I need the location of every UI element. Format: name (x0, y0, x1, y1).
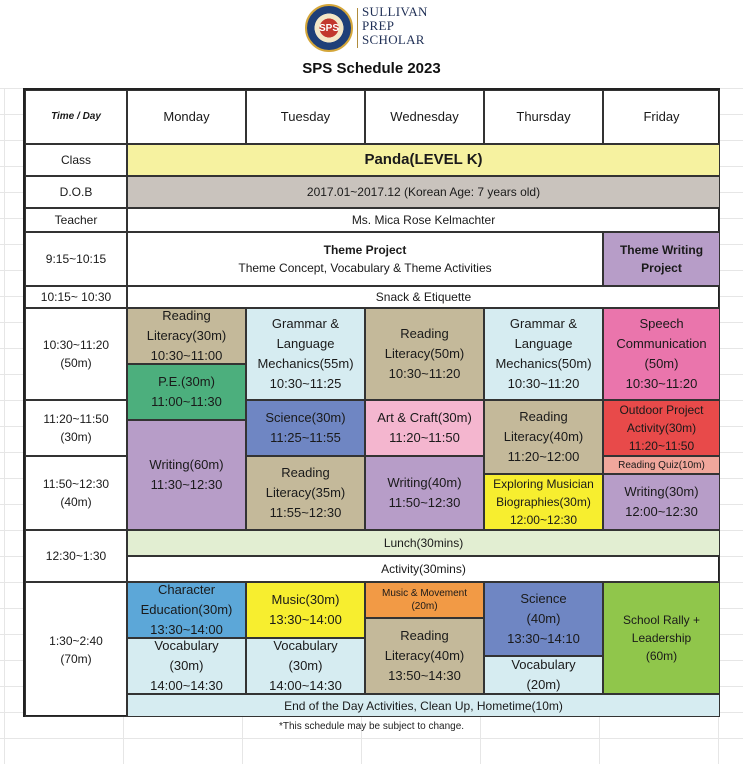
header-monday: Monday (127, 90, 246, 144)
logo-wordmark (362, 5, 428, 47)
tuesday-vocab-block (246, 638, 365, 694)
thursday-grammar-line-4: 10:30~11:20 (507, 376, 580, 391)
time-12-30: 12:30~1:30 (25, 530, 127, 582)
friday-rally-line-2: Leadership (631, 631, 692, 645)
tuesday-music-line-1: Music(30m) (271, 592, 340, 607)
tuesday-grammar-block (246, 308, 365, 400)
tuesday-grammar-line-1: Grammar & (271, 316, 340, 331)
dob-value: 2017.01~2017.12 (Korean Age: 7 years old) (127, 176, 720, 208)
monday-character-line-1: Character (157, 582, 216, 597)
teacher-label: Teacher (25, 208, 127, 232)
tuesday-reading-line-1: Reading (281, 465, 330, 480)
wednesday-reading-line-2: Literacy(50m) (384, 346, 465, 361)
monday-reading-line-3: 10:30~11:00 (150, 348, 223, 363)
friday-outdoor-line-3: 11:20~11:50 (628, 439, 695, 453)
friday-speech-block (603, 308, 720, 400)
monday-character-block (127, 582, 246, 638)
header-wednesday: Wednesday (365, 90, 484, 144)
wednesday-reading-line-3: 10:30~11:20 (388, 366, 461, 381)
wednesday-art-line-1: Art & Craft(30m) (377, 410, 472, 425)
teacher-value: Ms. Mica Rose Kelmachter (127, 208, 720, 232)
monday-writing-line-2: 11:30~12:30 (150, 477, 223, 492)
monday-vocab-line-1: Vocabulary (154, 638, 219, 653)
logo-divider (357, 8, 358, 48)
school-logo (305, 4, 353, 52)
thursday-science-line-3: 13:30~14:10 (507, 631, 580, 646)
thursday-bio-line-3: 12:00~12:30 (509, 513, 578, 527)
monday-reading-block (127, 308, 246, 364)
wednesday-art-block (365, 400, 484, 456)
friday-speech-line-1: Speech (639, 316, 684, 331)
wednesday-reading2-line-3: 13:50~14:30 (388, 668, 461, 683)
time-11-50-duration: (40m) (60, 495, 92, 509)
tuesday-reading-block (246, 456, 365, 530)
header-time-day: Time / Day (25, 90, 127, 144)
time-1-30-duration: (70m) (60, 651, 92, 666)
tuesday-reading-line-3: 11:55~12:30 (269, 505, 342, 520)
time-11-20-range: 11:20~11:50 (43, 412, 109, 426)
friday-outdoor-block (603, 400, 720, 456)
thursday-biographies-block (484, 474, 603, 530)
tuesday-vocab-line-1: Vocabulary (273, 638, 338, 653)
monday-vocab-block (127, 638, 246, 694)
friday-writing-line-1: Writing(30m) (624, 484, 699, 499)
monday-pe-line-2: 11:00~11:30 (151, 394, 222, 409)
monday-vocab-line-2: (30m) (169, 658, 204, 673)
wednesday-art-line-2: 11:20~11:50 (389, 430, 460, 445)
dob-label: D.O.B (25, 176, 127, 208)
thursday-grammar-block (484, 308, 603, 400)
thursday-vocab-line-1: Vocabulary (511, 657, 576, 672)
wednesday-writing-line-2: 11:50~12:30 (388, 495, 461, 510)
friday-rally-block (603, 582, 720, 694)
logo-line-1: SULLIVAN (362, 4, 428, 19)
tuesday-science-block (246, 400, 365, 456)
monday-reading-line-1: Reading (162, 308, 211, 323)
thursday-grammar-line-3: Mechanics(50m) (495, 356, 592, 371)
wednesday-reading2-line-1: Reading (400, 628, 449, 643)
tuesday-vocab-line-2: (30m) (288, 658, 323, 673)
monday-writing-block (127, 420, 246, 530)
friday-writing-line-2: 12:00~12:30 (625, 504, 698, 519)
time-10-15: 10:15~ 10:30 (25, 286, 127, 308)
wednesday-music-movement-block (365, 582, 484, 618)
wednesday-reading-block (365, 308, 484, 400)
friday-speech-line-4: 10:30~11:20 (625, 376, 698, 391)
friday-quiz-block: Reading Quiz(10m) (603, 456, 720, 474)
page-header (0, 0, 743, 88)
wednesday-reading2-block (365, 618, 484, 694)
wednesday-writing-line-1: Writing(40m) (387, 475, 462, 490)
time-1-30 (25, 582, 127, 717)
class-value: Panda(LEVEL K) (127, 144, 720, 176)
monday-pe-block (127, 364, 246, 420)
friday-speech-line-3: (50m) (644, 356, 679, 371)
wednesday-music-line-1: Music & Movement (381, 588, 468, 599)
time-11-20 (25, 400, 127, 456)
thursday-bio-line-2: Biographies(30m) (496, 495, 591, 509)
wednesday-writing-block (365, 456, 484, 530)
theme-project-subtitle: Theme Concept, Vocabulary & Theme Activities (238, 261, 492, 275)
tuesday-grammar-line-3: Mechanics(55m) (257, 356, 354, 371)
thursday-science-line-2: (40m) (526, 611, 561, 626)
tuesday-science-line-2: 11:25~11:55 (270, 430, 341, 445)
wednesday-music-line-2: (20m) (411, 601, 438, 612)
footnote: *This schedule may be subject to change. (278, 721, 465, 732)
logo-line-2: PREP (362, 18, 395, 33)
theme-project-title: Theme Project (323, 243, 407, 257)
monday-character-line-3: 13:30~14:00 (150, 622, 223, 637)
lunch-block: Lunch(30mins) (127, 530, 720, 556)
theme-writing-line-2: Project (641, 261, 682, 275)
monday-pe-line-1: P.E.(30m) (158, 374, 215, 389)
time-10-30-duration: (50m) (60, 356, 92, 370)
thursday-reading-block (484, 400, 603, 474)
wednesday-reading-line-1: Reading (400, 326, 449, 341)
time-11-50-range: 11:50~12:30 (42, 477, 110, 491)
tuesday-music-line-2: 13:30~14:00 (269, 612, 342, 627)
tuesday-vocab-line-3: 14:00~14:30 (269, 678, 342, 693)
friday-outdoor-line-2: Activity(30m) (626, 421, 697, 435)
monday-reading-line-2: Literacy(30m) (146, 328, 227, 343)
monday-writing-line-1: Writing(60m) (149, 457, 224, 472)
tuesday-science-line-1: Science(30m) (265, 410, 346, 425)
time-9-15: 9:15~10:15 (25, 232, 127, 286)
logo-emblem-text: SPS (318, 22, 339, 34)
logo-line-3: SCHOLAR (362, 32, 425, 47)
schedule-table (23, 88, 720, 717)
thursday-science-line-1: Science (520, 591, 567, 606)
page-title: SPS Schedule 2023 (302, 60, 441, 77)
header-thursday: Thursday (484, 90, 603, 144)
end-of-day-block: End of the Day Activities, Clean Up, Hometime(10m) (127, 694, 720, 717)
header-tuesday: Tuesday (246, 90, 365, 144)
thursday-reading-line-2: Literacy(40m) (503, 429, 584, 444)
friday-speech-line-2: Communication (616, 336, 707, 351)
thursday-bio-line-1: Exploring Musician (493, 477, 594, 491)
thursday-grammar-line-2: Language (514, 336, 573, 351)
friday-outdoor-line-1: Outdoor Project (619, 403, 704, 417)
wednesday-reading2-line-2: Literacy(40m) (384, 648, 465, 663)
snack-block: Snack & Etiquette (127, 286, 720, 308)
thursday-vocab-line-2: (20m) (526, 677, 561, 692)
monday-vocab-line-3: 14:00~14:30 (150, 678, 223, 693)
tuesday-grammar-line-2: Language (276, 336, 335, 351)
activity-block: Activity(30mins) (127, 556, 720, 582)
theme-project-block (127, 232, 603, 286)
time-10-30 (25, 308, 127, 400)
header-friday: Friday (603, 90, 720, 144)
friday-rally-line-1: School Rally + (622, 613, 701, 627)
tuesday-reading-line-2: Literacy(35m) (265, 485, 346, 500)
thursday-vocab-block (484, 656, 603, 694)
friday-writing-block (603, 474, 720, 530)
friday-rally-line-3: (60m) (645, 649, 678, 663)
thursday-grammar-line-1: Grammar & (509, 316, 578, 331)
theme-writing-line-1: Theme Writing (619, 243, 704, 257)
tuesday-grammar-line-4: 10:30~11:25 (269, 376, 342, 391)
theme-writing-block (603, 232, 720, 286)
time-11-20-duration: (30m) (60, 430, 92, 444)
monday-character-line-2: Education(30m) (140, 602, 233, 617)
time-1-30-range: 1:30~2:40 (49, 633, 103, 648)
thursday-science-block (484, 582, 603, 656)
tuesday-music-block (246, 582, 365, 638)
time-11-50 (25, 456, 127, 530)
time-10-30-range: 10:30~11:20 (42, 338, 110, 352)
thursday-reading-line-3: 11:20~12:00 (507, 449, 580, 464)
class-label: Class (25, 144, 127, 176)
thursday-reading-line-1: Reading (519, 409, 568, 424)
